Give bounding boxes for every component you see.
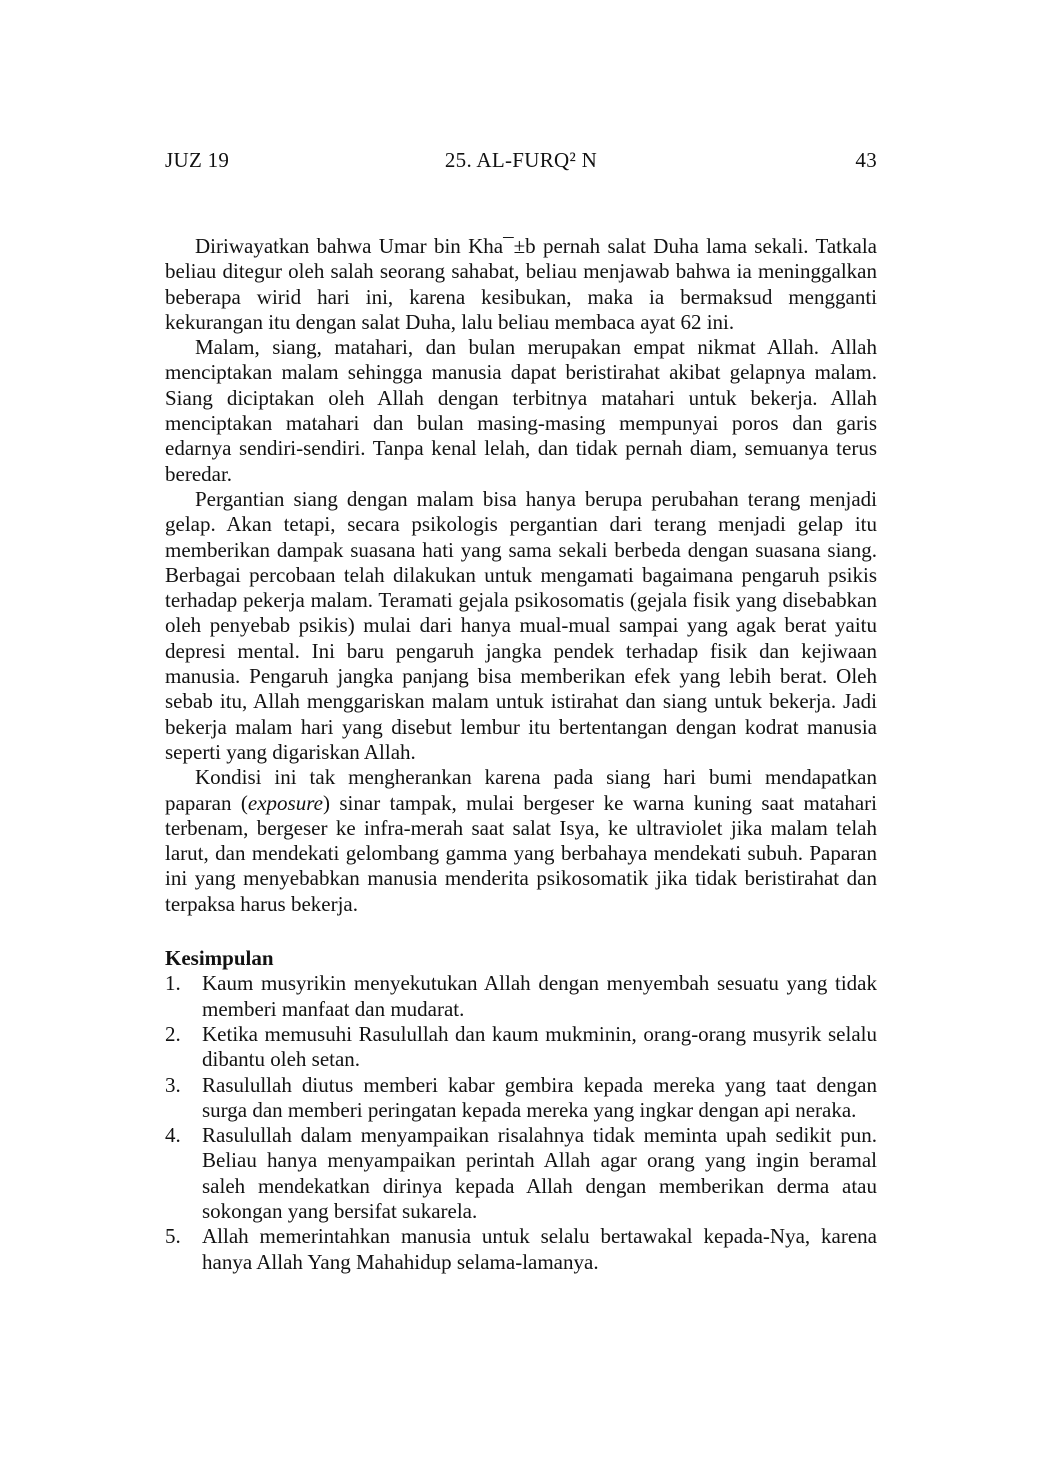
list-item-text: Rasulullah dalam menyampaikan risalahnya tidak meminta upah sedikit pun. Beliau hanya menyampaikan perintah Allah agar orang yang ingin beramal saleh mendekatkan dirinya kepada Allah dengan memberikan derma atau sokongan yang bersifat sukarela.	[202, 1123, 877, 1223]
body-text	[165, 234, 877, 917]
paragraph-pergantian-siang-malam: Pergantian siang dengan malam bisa hanya berupa perubahan terang menjadi gelap. Akan tetapi, secara psikologis pergantian dari terang menjadi gelap itu memberikan dampak suasana hati yang sama sekali berbeda dengan suasana siang. Berbagai percobaan telah dilakukan untuk mengamati bagaimana pengaruh psikis terhadap pekerja malam. Teramati gejala psikosomatis (gejala fisik yang disebabkan oleh penyebab psikis) mulai dari hanya mual-mual sampai yang agak berat yaitu depresi mental. Ini baru pengaruh jangka pendek terhadap fisik dan kejiwaan manusia. Pengaruh jangka panjang bisa memberikan efek yang lebih berat. Oleh sebab itu, Allah menggariskan malam untuk istirahat dan siang untuk bekerja. Jadi bekerja malam hari yang disebut lembur itu bertentangan dengan kodrat manusia seperti yang digariskan Allah.	[165, 486, 877, 764]
list-item-text: Rasulullah diutus memberi kabar gembira kepada mereka yang taat dengan surga dan memberi peringatan kepada mereka yang ingkar dengan api neraka.	[202, 1072, 877, 1122]
list-item-number: 5.	[165, 1224, 181, 1249]
juz-label: JUZ 19	[165, 148, 230, 172]
list-item	[165, 1224, 877, 1275]
paragraph-umar-duha: Diriwayatkan bahwa Umar bin Kha¯±b pernah salat Duha lama sekali. Tatkala beliau ditegur oleh salah seorang sahabat, beliau menjawab bahwa ia meninggalkan beberapa wirid hari ini, karena kesibukan, maka ia bermaksud mengganti kekurangan itu dengan salat Duha, lalu beliau membaca ayat 62 ini.	[165, 234, 877, 334]
list-item-number: 4.	[165, 1123, 181, 1148]
list-item	[165, 1073, 877, 1124]
paragraph-segment-italic-exposure: exposure	[247, 790, 323, 815]
page-content	[165, 148, 877, 1275]
list-item-number: 2.	[165, 1021, 181, 1046]
list-item-text: Kaum musyrikin menyekutukan Allah dengan menyembah sesuatu yang tidak memberi manfaat dan mudarat.	[202, 971, 877, 1021]
kesimpulan-list	[165, 971, 877, 1275]
paragraph-empat-nikmat: Malam, siang, matahari, dan bulan merupakan empat nikmat Allah. Allah menciptakan malam sehingga manusia dapat beristirahat akibat gelapnya malam. Siang diciptakan oleh Allah dengan terbitnya matahari untuk bekerja. Allah menciptakan matahari dan bulan masing-masing mempunyai poros dan garis edarnya sendiri-sendiri. Tanpa kenal lelah, dan tidak pernah diam, semuanya terus beredar.	[165, 335, 877, 486]
running-header	[165, 148, 877, 173]
kesimpulan-heading: Kesimpulan	[165, 946, 274, 971]
list-item-number: 3.	[165, 1072, 181, 1097]
page-number: 43	[855, 148, 877, 172]
paragraph-segment-pre: Kondisi ini tak mengherankan karena pada siang hari bumi mendapatkan paparan (	[165, 765, 877, 815]
paragraph-segment-post: ) sinar tampak, mulai bergeser ke warna kuning saat matahari terbenam, bergeser ke infra-merah saat salat Isya, ke ultraviolet jika malam telah larut, dan mendekati gelombang gamma yang berbahaya mendekati subuh. Paparan ini yang menyebabkan manusia menderita psikosomatik jika tidak beristirahat dan terpaksa harus bekerja.	[165, 790, 877, 916]
list-item	[165, 1022, 877, 1073]
list-item	[165, 971, 877, 1022]
surah-title: 25. AL-FURQ² N	[444, 148, 598, 172]
list-item-text: Allah memerintahkan manusia untuk selalu bertawakal kepada-Nya, karena hanya Allah Yang Mahahidup selama-lamanya.	[202, 1224, 877, 1274]
list-item-text: Ketika memusuhi Rasulullah dan kaum mukminin, orang-orang musyrik selalu dibantu oleh setan.	[202, 1021, 877, 1072]
paragraph-kondisi-paparan	[165, 765, 877, 917]
list-item	[165, 1123, 877, 1224]
list-item-number: 1.	[165, 971, 181, 996]
